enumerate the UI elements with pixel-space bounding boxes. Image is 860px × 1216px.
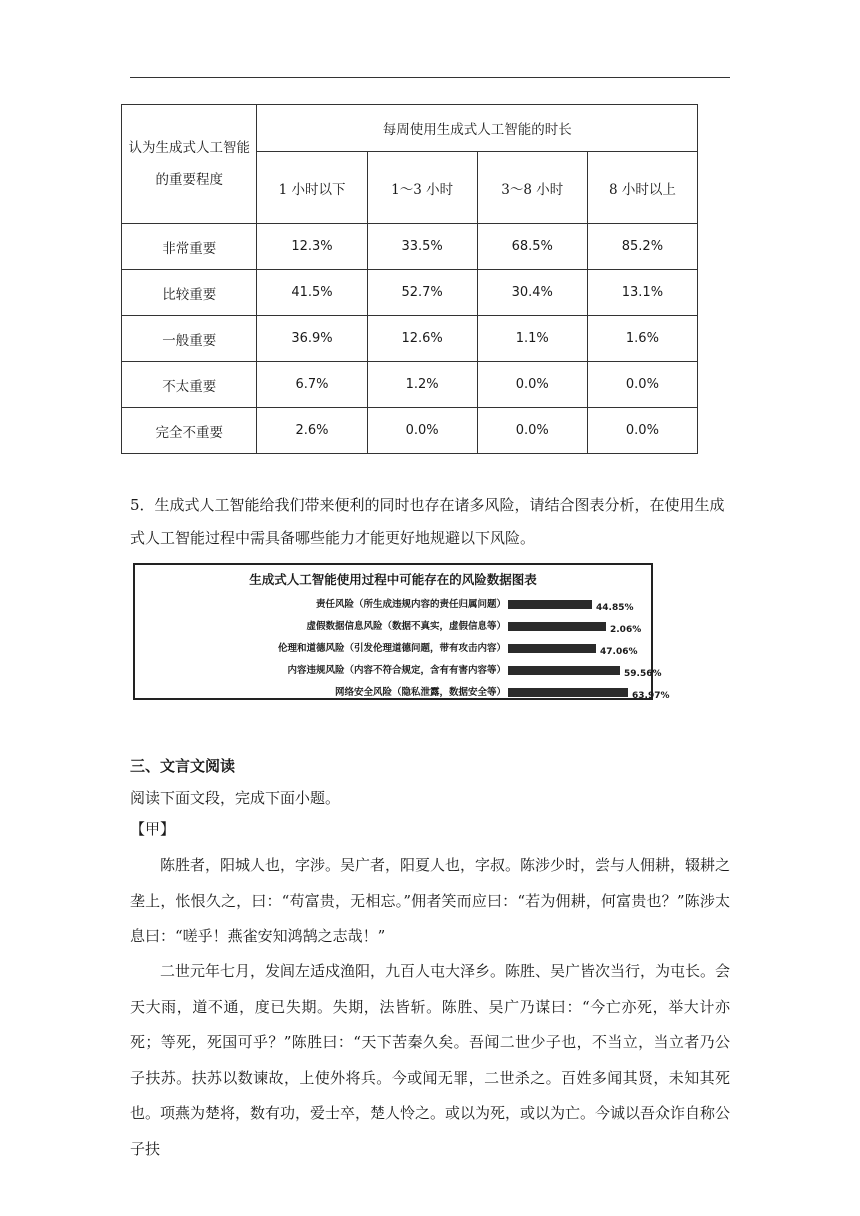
table-cell: 52.7% (367, 270, 477, 316)
table-row (122, 224, 698, 270)
survey-table (121, 104, 698, 454)
question-5: 5．生成式人工智能给我们带来便利的同时也存在诸多风险，请结合图表分析，在使用生成式人工智能过程中需具备哪些能力才能更好地规避以下风险。 (130, 496, 725, 547)
table-cell: 0.0% (587, 362, 697, 408)
table-cell: 33.5% (367, 224, 477, 270)
row-label: 非常重要 (122, 224, 257, 270)
chart-bar (508, 622, 606, 631)
table-cell: 0.0% (477, 362, 587, 408)
table-cell: 12.3% (257, 224, 367, 270)
chart-bar-track (508, 600, 648, 613)
chart-rows (135, 593, 670, 703)
table-cell: 41.5% (257, 270, 367, 316)
chart-bar-track (508, 666, 662, 679)
chart-title: 生成式人工智能使用过程中可能存在的风险数据图表 (249, 572, 537, 587)
row-label: 不太重要 (122, 362, 257, 408)
table-header-row (122, 105, 698, 152)
row-label: 比较重要 (122, 270, 257, 316)
table-cell: 85.2% (587, 224, 697, 270)
chart-row (135, 615, 651, 637)
chart-row (135, 593, 651, 615)
table-left-header: 认为生成式人工智能的重要程度 (122, 105, 257, 224)
risk-bar-chart (133, 563, 670, 701)
table-cell: 1.6% (587, 316, 697, 362)
table-cell: 6.7% (257, 362, 367, 408)
table-cell: 0.0% (587, 408, 697, 454)
table-cell: 12.6% (367, 316, 477, 362)
header-rule (130, 77, 730, 78)
table-cell: 0.0% (477, 408, 587, 454)
chart-bar (508, 666, 620, 675)
chart-row (135, 659, 662, 681)
chart-category-label: 内容违规风险（内容不符合规定，含有有害内容等） (287, 665, 506, 676)
row-label: 一般重要 (122, 316, 257, 362)
chart-value-label: 63.97% (632, 691, 670, 701)
table-row (122, 270, 698, 316)
chart-value-label: 47.06% (600, 647, 638, 657)
table-cell: 30.4% (477, 270, 587, 316)
chart-bar-track (508, 622, 648, 635)
chart-row (135, 637, 651, 659)
chart-bar (508, 600, 592, 609)
column-header: 1 小时以下 (257, 152, 367, 224)
passage-paragraph: 二世元年七月，发闾左适戍渔阳，九百人屯大泽乡。陈胜、吴广皆次当行，为屯长。会天大雨，道不通，度已失期。失期，法皆斩。陈胜、吴广乃谋曰：“今亡亦死，举大计亦死；等死，死国可乎？”陈胜曰：“天下苦秦久矣。吾闻二世少子也，不当立，当立者乃公子扶苏。扶苏以数谏故，上使外将兵。今或闻无罪，二世杀之。百姓多闻其贤，未知其死也。项燕为楚将，数有功，爱士卒，楚人怜之。或以为死，或以为亡。今诚以吾众诈自称公子扶 (130, 962, 731, 1158)
table-cell: 2.6% (257, 408, 367, 454)
passage-paragraph: 陈胜者，阳城人也，字涉。吴广者，阳夏人也，字叔。陈涉少时，尝与人佣耕，辍耕之垄上，怅恨久之，曰：“苟富贵，无相忘。”佣者笑而应曰：“若为佣耕，何富贵也？”陈涉太息曰：“嗟乎！燕雀安知鸿鹄之志哉！” (130, 856, 731, 945)
chart-value-label: 44.85% (596, 603, 634, 613)
table-top-header: 每周使用生成式人工智能的时长 (257, 105, 698, 152)
chart-category-label: 责任风险（所生成违规内容的责任归属问题） (315, 599, 506, 610)
chart-bar-track (508, 688, 670, 701)
table-row (122, 408, 698, 454)
column-header: 8 小时以上 (587, 152, 697, 224)
column-header: 1～3 小时 (367, 152, 477, 224)
passage-marker: 【甲】 (130, 820, 176, 838)
chart-bar (508, 644, 596, 653)
chart-category-label: 网络安全风险（隐私泄露，数据安全等） (334, 687, 506, 698)
column-header: 3～8 小时 (477, 152, 587, 224)
table-cell: 36.9% (257, 316, 367, 362)
table-row (122, 362, 698, 408)
table-cell: 0.0% (367, 408, 477, 454)
chart-bar-track (508, 644, 648, 657)
chart-row (135, 681, 670, 703)
chart-category-label: 虚假数据信息风险（数据不真实，虚假信息等） (306, 621, 506, 632)
section-title: 三、文言文阅读 (130, 757, 236, 775)
chart-value-label: 2.06% (610, 625, 642, 635)
chart-value-label: 59.56% (624, 669, 662, 679)
section-instruction: 阅读下面文段，完成下面小题。 (130, 789, 341, 807)
chart-bar (508, 688, 628, 697)
row-label: 完全不重要 (122, 408, 257, 454)
table-cell: 13.1% (587, 270, 697, 316)
table-cell: 1.1% (477, 316, 587, 362)
chart-category-label: 伦理和道德风险（引发伦理道德问题，带有攻击内容） (277, 643, 506, 654)
table-cell: 1.2% (367, 362, 477, 408)
table-cell: 68.5% (477, 224, 587, 270)
table-row (122, 316, 698, 362)
